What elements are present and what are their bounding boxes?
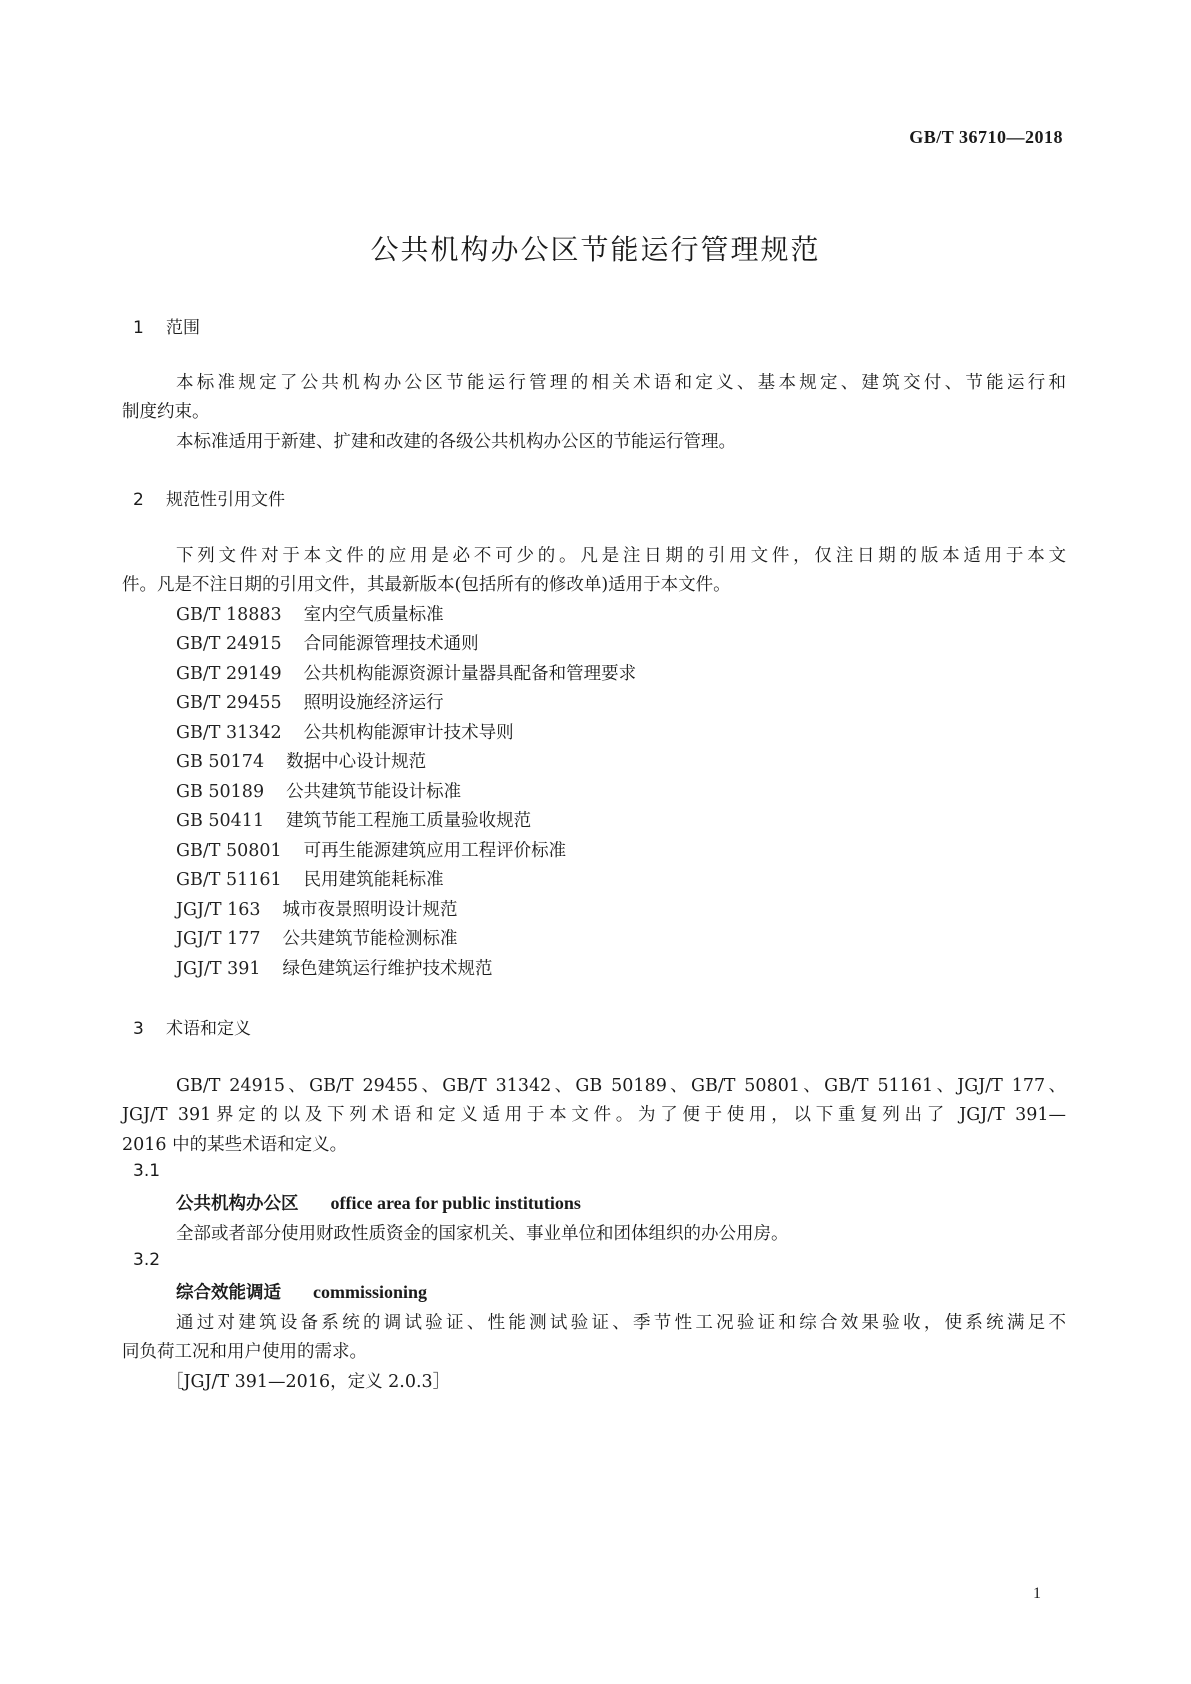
reference-item [176, 837, 566, 862]
reference-code: GB/T 18883 [176, 605, 282, 625]
reference-item [176, 807, 531, 832]
section-2-line-1: 下列文件对于本文件的应用是必不可少的。凡是注日期的引用文件，仅注日期的版本适用于本文 [176, 546, 1066, 566]
reference-code: GB 50189 [176, 782, 265, 802]
clause-3-2-source: ［JGJ/T 391—2016，定义 2.0.3］ [166, 1372, 451, 1392]
reference-item [176, 630, 479, 655]
reference-code: GB/T 29455 [176, 693, 282, 713]
reference-code: GB/T 29149 [176, 664, 282, 684]
section-1-line-1: 本标准规定了公共机构办公区节能运行管理的相关术语和定义、基本规定、建筑交付、节能运行和 [176, 373, 1066, 393]
page-number: 1 [1033, 1585, 1041, 1602]
section-3-line-2: JGJ/T 391界定的以及下列术语和定义适用于本文件。为了便于使用，以下重复列出了 JGJ/T 391— [122, 1105, 1066, 1125]
reference-item [176, 660, 636, 685]
section-3-line-1: GB/T 24915、GB/T 29455、GB/T 31342、GB 50189、GB/T 50801、GB/T 51161、JGJ/T 177、 [176, 1076, 1066, 1096]
reference-item [176, 719, 514, 744]
clause-3-1-definition: 全部或者部分使用财政性质资金的国家机关、事业单位和团体组织的办公用房。 [176, 1224, 789, 1244]
clause-3-2-number: 3.2 [133, 1250, 161, 1270]
clause-3-2-definition-line-1: 通过对建筑设备系统的调试验证、性能测试验证、季节性工况验证和综合效果验收，使系统满足不 [176, 1313, 1066, 1333]
term-english: office area for public institutions [330, 1193, 581, 1213]
section-3-title: 术语和定义 [166, 1019, 251, 1039]
reference-title: 城市夜景照明设计规范 [282, 900, 458, 920]
reference-title: 室内空气质量标准 [303, 605, 444, 625]
clause-3-2-term [176, 1279, 427, 1304]
section-1-title: 范围 [166, 318, 200, 338]
reference-title: 公共建筑节能检测标准 [282, 929, 458, 949]
term-chinese: 公共机构办公区 [176, 1194, 299, 1214]
section-3-heading [133, 1014, 251, 1039]
document-title: 公共机构办公区节能运行管理规范 [370, 233, 821, 266]
reference-item [176, 601, 444, 626]
reference-title: 公共机构能源审计技术导则 [303, 723, 514, 743]
reference-title: 照明设施经济运行 [303, 693, 444, 713]
term-english: commissioning [313, 1282, 428, 1302]
term-chinese: 综合效能调适 [176, 1283, 281, 1303]
section-3-number: 3 [133, 1019, 144, 1039]
reference-item [176, 748, 426, 773]
reference-code: JGJ/T 391 [176, 959, 261, 979]
standard-code: GB/T 36710—2018 [909, 127, 1063, 147]
section-1-number: 1 [133, 318, 144, 338]
reference-code: GB/T 24915 [176, 634, 282, 654]
reference-title: 公共建筑节能设计标准 [286, 782, 462, 802]
section-3-line-3: 2016 中的某些术语和定义。 [122, 1135, 348, 1155]
reference-code: GB/T 50801 [176, 841, 282, 861]
reference-code: GB 50174 [176, 752, 265, 772]
section-2-heading [133, 485, 285, 510]
section-1-heading [133, 313, 200, 338]
reference-code: JGJ/T 163 [176, 900, 261, 920]
reference-item [176, 896, 458, 921]
clause-3-1-term [176, 1190, 581, 1215]
reference-title: 绿色建筑运行维护技术规范 [282, 959, 493, 979]
reference-title: 可再生能源建筑应用工程评价标准 [303, 841, 567, 861]
reference-title: 合同能源管理技术通则 [303, 634, 479, 654]
clause-3-2-definition-line-2: 同负荷工况和用户使用的需求。 [122, 1342, 367, 1362]
section-1-line-2: 制度约束。 [122, 402, 210, 422]
reference-code: GB/T 51161 [176, 870, 282, 890]
reference-item [176, 778, 461, 803]
reference-item [176, 866, 444, 891]
reference-item [176, 689, 444, 714]
reference-item [176, 955, 493, 980]
reference-title: 公共机构能源资源计量器具配备和管理要求 [303, 664, 637, 684]
reference-title: 民用建筑能耗标准 [303, 870, 444, 890]
reference-title: 数据中心设计规范 [286, 752, 427, 772]
reference-code: GB/T 31342 [176, 723, 282, 743]
reference-code: GB 50411 [176, 811, 265, 831]
section-2-line-2: 件。凡是不注日期的引用文件，其最新版本(包括所有的修改单)适用于本文件。 [122, 575, 731, 595]
section-2-number: 2 [133, 490, 144, 510]
section-1-line-3: 本标准适用于新建、扩建和改建的各级公共机构办公区的节能运行管理。 [176, 432, 736, 452]
section-2-title: 规范性引用文件 [166, 490, 285, 510]
reference-code: JGJ/T 177 [176, 929, 261, 949]
reference-title: 建筑节能工程施工质量验收规范 [286, 811, 532, 831]
reference-item [176, 925, 458, 950]
clause-3-1-number: 3.1 [133, 1161, 161, 1181]
